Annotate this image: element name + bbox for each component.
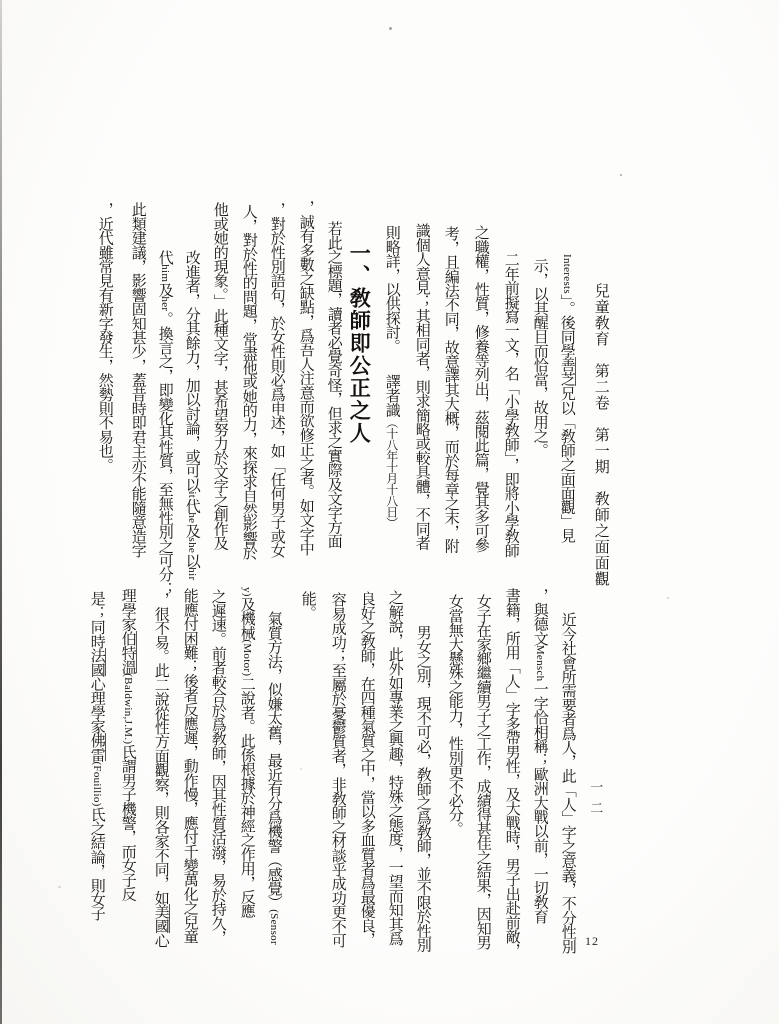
- column-text: 心: [152, 932, 169, 948]
- column-text: 是；同時: [88, 591, 105, 648]
- scan-speck: [300, 768, 302, 770]
- column-text: 心理學家: [88, 676, 105, 734]
- column-text: 氏之結論，則女子: [88, 806, 105, 921]
- text-column: [182, 250, 201, 580]
- text-column: 識個人意見；其相同者，則求簡略或較具體，不同者: [413, 223, 430, 550]
- running-head: 兒童敎育 第二卷 第一期 敎師之面面觀: [592, 283, 609, 587]
- column-text: 代: [156, 250, 173, 265]
- latin-text: him: [158, 264, 171, 283]
- latin-text: (Fouillio): [90, 761, 103, 807]
- scan-speck: [389, 27, 392, 30]
- text-column: 容易成功；至屬於憂鬱質者，非敎師之材談乎成功更不可: [329, 592, 346, 948]
- text-column: 若此之標題，讀者必覺奇怪，但求之實際及文字方面: [325, 221, 342, 548]
- text-column: 他或她的現象。」此種文字，甚希望努力於文字之創作及: [211, 202, 228, 550]
- text-column: 示，以其醒目而恰當，故用之。: [531, 258, 548, 457]
- column-text: 兄以「敎師之面面觀」見: [558, 385, 575, 543]
- text-column: 能。: [299, 591, 316, 620]
- text-column: 之職權，性質，修養等列出，茲閱此篇，覺其多可參: [472, 225, 489, 552]
- text-column: 之解說，此外如專業之興趣，特殊之態度，一望而知其爲: [386, 590, 403, 946]
- latin-text: Interests: [560, 254, 573, 294]
- page-number-arabic: 12: [585, 934, 599, 948]
- text-column: 人，對於性的問題，常盡他或她的力，來探求自然影響於: [240, 204, 257, 560]
- column-text: 及機械: [238, 596, 255, 640]
- column-text: 及: [183, 523, 200, 538]
- column-text: 氏謂男子機警，而女子反: [119, 744, 136, 901]
- column-text: 。換言之，即變化其性質，至無性別之可分；: [156, 311, 173, 596]
- text-column: [155, 250, 174, 595]
- translator-date: （十八年十月十八日）: [384, 416, 399, 529]
- column-text: 氣質方法，似嫌太舊，最近有分爲機警（感覺）: [265, 611, 282, 910]
- text-column: ，近代雖常見有新字發生，然勢則不易也。: [96, 202, 113, 472]
- text-column: 此類建議，影響固知甚少，蓋昔時即君主亦不能隨意造字: [129, 202, 146, 558]
- column-text: 代: [183, 498, 200, 513]
- column-text: 一字恰相稱；歐洲大戰以前，一切敎育: [531, 681, 548, 923]
- column-text: 二說者。此係根據於神經之作用，反應: [238, 676, 255, 918]
- text-column: 男女之別，現不可必，敎師之爲敎師，並不限於性別: [414, 625, 431, 952]
- proper-name: 美國: [152, 904, 169, 933]
- column-text: 」。後同學: [558, 293, 575, 358]
- proper-name: 佛雷: [88, 733, 105, 762]
- text-column: 女當無大懸殊之能力，性別更不必分。: [446, 594, 463, 836]
- text-column: 書籍，所用「人」字多帶男性，及大戰時，男子出赴前敵，: [503, 588, 520, 958]
- text-column-translator-note: [382, 225, 401, 528]
- latin-text: y): [240, 587, 253, 597]
- text-column: [264, 611, 283, 945]
- latin-text: (Baldwin,J.M.): [121, 673, 134, 745]
- scan-speck: [620, 174, 622, 176]
- column-text: ，與德文: [531, 588, 548, 645]
- scan-speck: [58, 886, 61, 888]
- column-text: 及: [156, 282, 173, 297]
- text-column: ，誠有多數之缺點，爲吾人注意而欲修正之者。如文字中: [297, 200, 314, 556]
- column-text: ，很不易。此二說從性方面觀察，則各家不同，如: [152, 592, 169, 905]
- scan-speck: [667, 597, 669, 599]
- proper-name: 法國: [88, 647, 105, 677]
- latin-text: (Motor): [240, 639, 253, 677]
- proper-name: 伯特溫: [119, 630, 136, 674]
- text-column: [118, 588, 137, 901]
- text-column: [557, 254, 576, 542]
- text-column: [237, 587, 256, 918]
- latin-text: hir: [185, 567, 198, 581]
- latin-text: her: [158, 296, 171, 312]
- latin-text: he: [185, 512, 198, 524]
- text-column: 良好之敎師，在四種氣質之中，當以多血質者爲最優良，: [358, 591, 375, 947]
- latin-text: Mensch: [533, 644, 546, 682]
- text-column: 考，且編法不同，故意譯其大概，而於每章之末，附: [442, 226, 459, 553]
- column-text: 理學家: [119, 588, 136, 631]
- text-column: 女子在家鄉繼續男子之工作，成績得甚佳之結果，因知男: [474, 594, 491, 950]
- section-heading: 一、敎師即公正之人: [347, 242, 372, 445]
- latin-text: she: [185, 537, 198, 554]
- column-text: 以: [183, 553, 200, 568]
- scan-gutter-edge: [0, 0, 2, 1024]
- text-column: 近今社會所需要者爲人，此「人」字之意義，不分性別: [559, 612, 576, 953]
- column-text: 則略詳，以供探討。 譯者識: [383, 225, 400, 417]
- text-column: 能應付困難；後者反應遲，動作慢，應付千變萬化之兒童: [181, 588, 198, 944]
- latin-text: (Sensor: [267, 909, 280, 945]
- text-column: 二年前擬寫一文，名「小學敎師」，即將小學敎師: [502, 252, 519, 557]
- text-column: ，對於性別語句，於女性則必爲申述，如「任何男子或女: [268, 202, 285, 558]
- text-column: [530, 588, 549, 923]
- proper-name: 善芝: [558, 357, 575, 386]
- folio-page-number-cjk: 一二: [588, 780, 604, 822]
- text-column: 之遲速。前者較合於爲敎師，因其性質活潑，易於持久，: [209, 589, 226, 945]
- text-column: [151, 592, 170, 947]
- column-text: 改進者，分其餘力，加以討論，或可以: [183, 250, 200, 492]
- text-column: [87, 591, 106, 920]
- latin-text: it: [185, 491, 198, 499]
